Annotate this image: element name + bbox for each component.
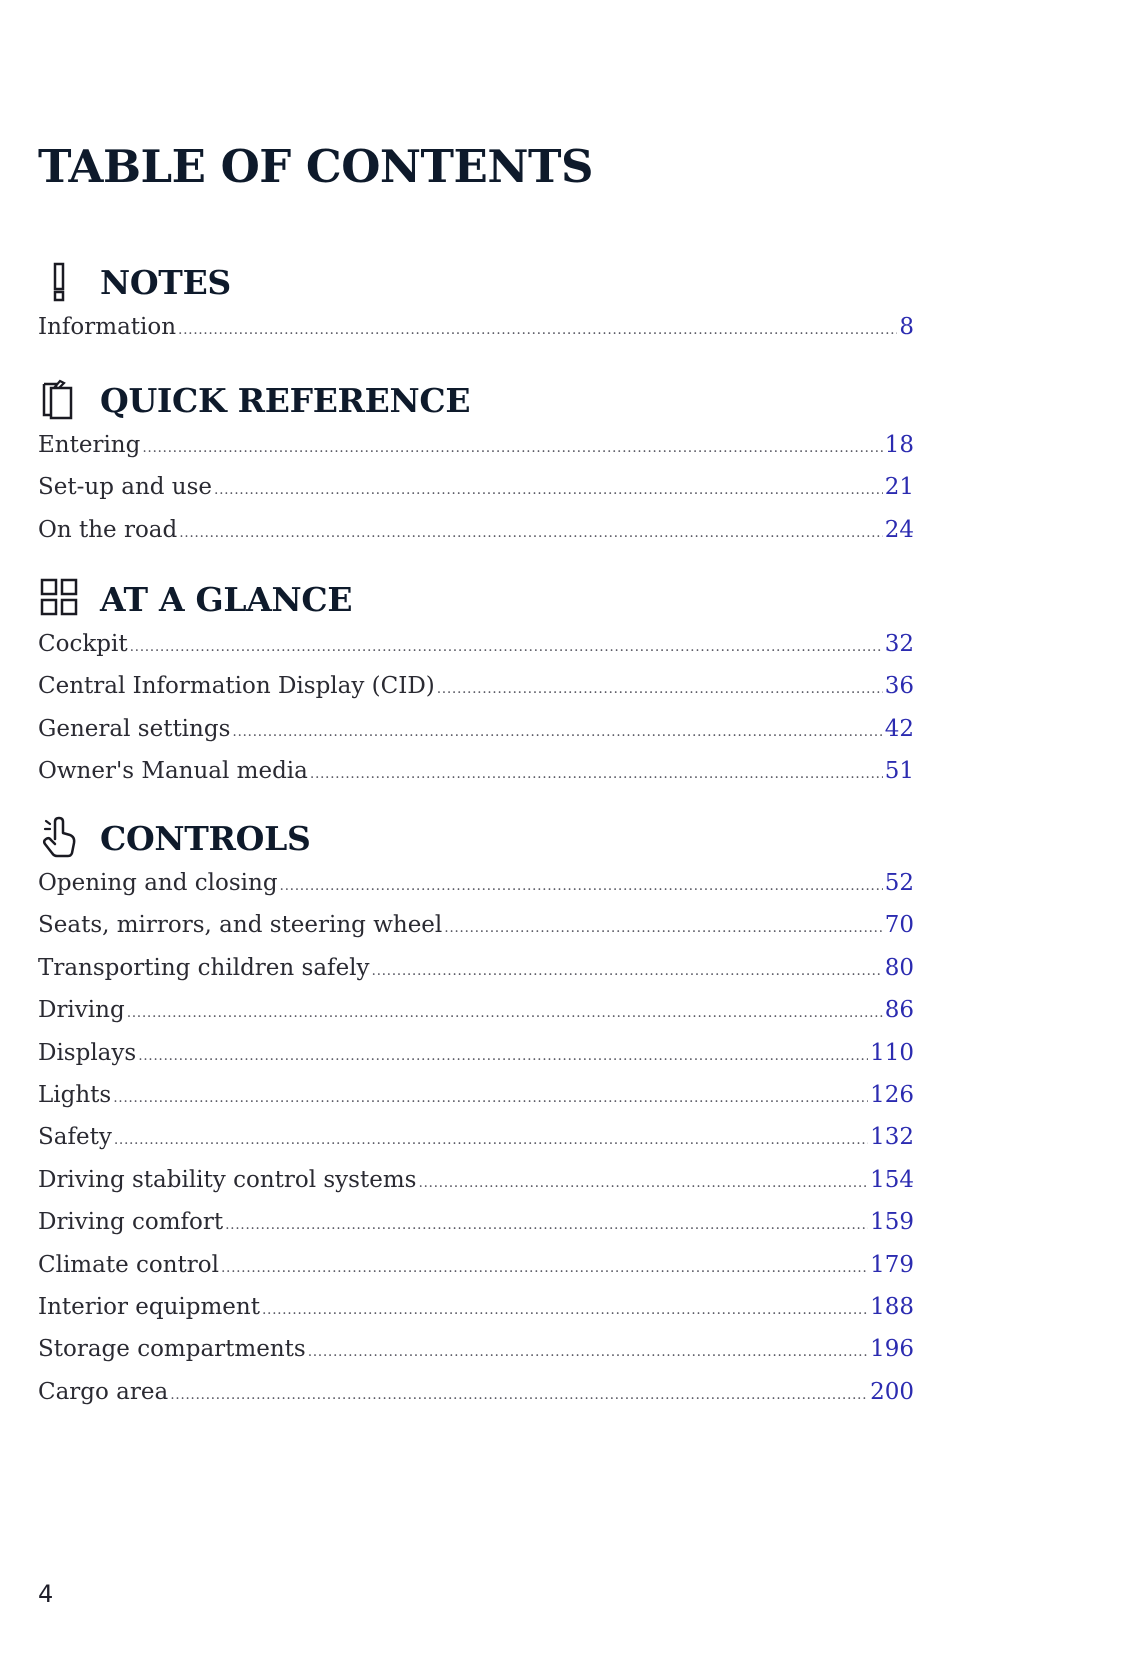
dot-leader <box>179 517 882 540</box>
toc-label: Lights <box>38 1081 112 1108</box>
toc-entry-on-the-road[interactable] <box>38 517 914 559</box>
toc-entry-climate-control[interactable] <box>38 1252 914 1294</box>
dot-leader <box>437 673 883 696</box>
toc-entry-cid[interactable] <box>38 673 914 715</box>
toc-entry-entering[interactable] <box>38 432 914 474</box>
toc-entry-general-settings[interactable] <box>38 716 914 758</box>
cards-icon <box>38 377 84 423</box>
dot-leader <box>142 432 882 455</box>
toc-page-link[interactable]: 179 <box>870 1251 914 1278</box>
dot-leader <box>178 314 897 337</box>
section-quick-reference <box>38 374 914 559</box>
toc-label: Safety <box>38 1124 112 1151</box>
section-header <box>38 256 914 308</box>
toc-page-link[interactable]: 36 <box>884 673 914 700</box>
toc-page-link[interactable]: 154 <box>870 1166 914 1193</box>
toc-page-link[interactable]: 18 <box>884 432 914 458</box>
toc-label: Driving stability control systems <box>38 1166 417 1193</box>
toc-entry-safety[interactable] <box>38 1124 914 1166</box>
toc-label: On the road <box>38 516 178 543</box>
toc-entry-seats-mirrors-steering[interactable] <box>38 912 914 954</box>
dot-leader <box>170 1379 868 1402</box>
dot-leader <box>114 1124 868 1147</box>
section-header <box>38 573 914 625</box>
section-at-a-glance <box>38 573 914 801</box>
dot-leader <box>113 1082 868 1105</box>
exclamation-icon <box>38 259 84 305</box>
section-title: NOTES <box>100 262 231 302</box>
toc-entry-lights[interactable] <box>38 1082 914 1124</box>
toc-label: Cockpit <box>38 631 128 657</box>
toc-label: Seats, mirrors, and steering wheel <box>38 912 443 939</box>
dot-leader <box>130 631 883 654</box>
toc-entry-opening-and-closing[interactable] <box>38 870 914 912</box>
toc-page-link[interactable]: 80 <box>884 954 914 981</box>
dot-leader <box>262 1294 868 1317</box>
toc-label: General settings <box>38 715 231 742</box>
toc-entry-interior-equipment[interactable] <box>38 1294 914 1336</box>
toc-page-link[interactable]: 159 <box>870 1209 914 1236</box>
section-title: AT A GLANCE <box>100 579 353 619</box>
toc-label: Displays <box>38 1039 137 1066</box>
toc-page-link[interactable]: 24 <box>884 516 914 543</box>
toc-label: Climate control <box>38 1251 219 1278</box>
toc-page-link[interactable]: 70 <box>884 912 914 939</box>
section-notes <box>38 256 914 356</box>
section-title: CONTROLS <box>100 818 311 858</box>
toc-label: Information <box>38 314 177 340</box>
section-header <box>38 374 914 426</box>
toc-page-link[interactable]: 200 <box>870 1378 914 1405</box>
toc-label: Interior equipment <box>38 1293 260 1320</box>
toc-entry-information[interactable] <box>38 314 914 356</box>
toc-label: Set-up and use <box>38 474 213 501</box>
toc-label: Driving comfort <box>38 1209 224 1236</box>
toc-entry-set-up-and-use[interactable] <box>38 474 914 516</box>
dot-leader <box>418 1167 868 1190</box>
toc-entry-displays[interactable] <box>38 1040 914 1082</box>
toc-page-link[interactable]: 196 <box>870 1336 914 1363</box>
toc-page-link[interactable]: 42 <box>884 715 914 742</box>
dot-leader <box>444 912 882 935</box>
grid-icon <box>38 576 84 622</box>
toc-page-link[interactable]: 86 <box>884 997 914 1024</box>
dot-leader <box>138 1040 868 1063</box>
dot-leader <box>225 1209 868 1232</box>
toc-page-link[interactable]: 51 <box>884 758 914 785</box>
toc-entry-transporting-children[interactable] <box>38 955 914 997</box>
dot-leader <box>280 870 883 893</box>
toc-entry-storage-compartments[interactable] <box>38 1336 914 1378</box>
toc-page-link[interactable]: 188 <box>870 1293 914 1320</box>
toc-label: Opening and closing <box>38 870 278 896</box>
toc-label: Cargo area <box>38 1378 169 1405</box>
dot-leader <box>221 1252 868 1275</box>
toc-entry-driving[interactable] <box>38 997 914 1039</box>
section-title: QUICK REFERENCE <box>100 380 471 420</box>
toc-label: Entering <box>38 432 141 458</box>
toc-page-link[interactable]: 126 <box>870 1081 914 1108</box>
toc-page-link[interactable]: 32 <box>884 631 914 657</box>
dot-leader <box>127 997 883 1020</box>
toc-entry-driving-comfort[interactable] <box>38 1209 914 1251</box>
section-header <box>38 812 914 864</box>
toc-label: Driving <box>38 997 125 1024</box>
dot-leader <box>308 1336 868 1359</box>
toc-entry-cockpit[interactable] <box>38 631 914 673</box>
toc-page-link[interactable]: 52 <box>884 870 914 896</box>
dot-leader <box>372 955 883 978</box>
hand-pointer-icon <box>38 815 84 861</box>
toc-entry-owners-manual-media[interactable] <box>38 758 914 800</box>
dot-leader <box>310 758 883 781</box>
toc-page-link[interactable]: 21 <box>884 474 914 501</box>
page-number: 4 <box>38 1580 54 1608</box>
toc-label: Transporting children safely <box>38 954 370 981</box>
dot-leader <box>214 474 883 497</box>
toc-page-link[interactable]: 132 <box>870 1124 914 1151</box>
toc-label: Owner's Manual media <box>38 758 308 785</box>
dot-leader <box>232 716 882 739</box>
toc-label: Storage compartments <box>38 1336 306 1363</box>
toc-page-link[interactable]: 110 <box>870 1039 914 1066</box>
toc-label: Central Information Display (CID) <box>38 673 435 700</box>
toc-entry-cargo-area[interactable] <box>38 1379 914 1421</box>
toc-entry-driving-stability[interactable] <box>38 1167 914 1209</box>
page-title: TABLE OF CONTENTS <box>38 140 593 193</box>
section-controls <box>38 812 914 1421</box>
toc-page-link[interactable]: 8 <box>899 314 914 340</box>
